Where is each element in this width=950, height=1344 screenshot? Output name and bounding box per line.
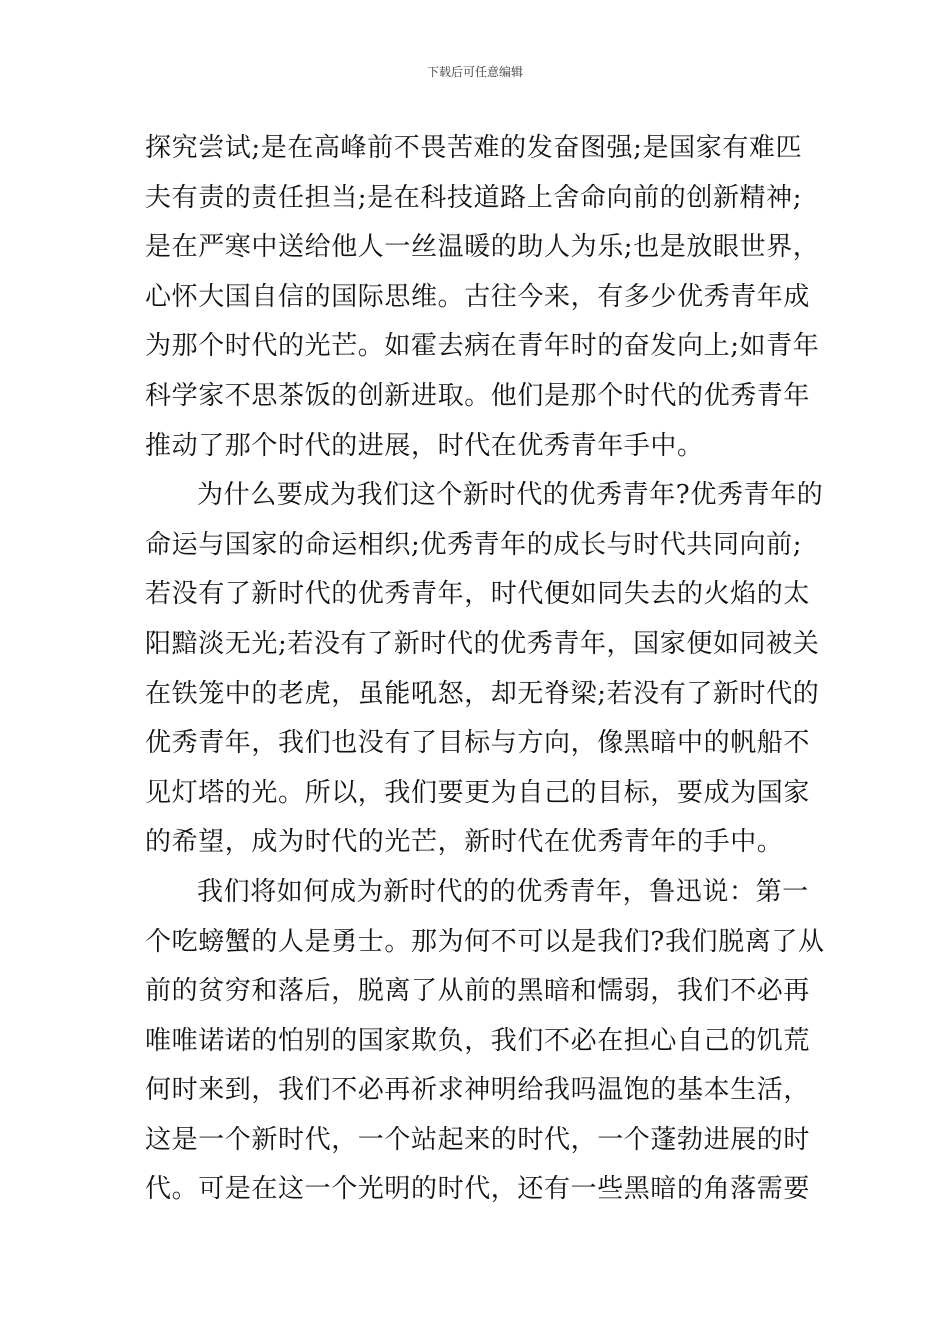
text-line: 唯唯诺诺的怕别的国家欺负，我们不必在担心自己的饥荒 bbox=[145, 1025, 811, 1056]
text-line: 代。可是在这一个光明的时代，还有一些黑暗的角落需要 bbox=[145, 1174, 811, 1205]
text-line: 科学家不思茶饭的创新进取。他们是那个时代的优秀青年 bbox=[145, 380, 811, 411]
text-line: 这是一个新时代，一个站起来的时代，一个蓬勃进展的时 bbox=[145, 1124, 811, 1155]
text-line: 在铁笼中的老虎，虽能吼怒，却无脊梁;若没有了新时代的 bbox=[145, 678, 820, 709]
text-line: 命运与国家的命运相织;优秀青年的成长与时代共同向前; bbox=[145, 529, 803, 560]
text-line: 优秀青年，我们也没有了目标与方向，像黑暗中的帆船不 bbox=[145, 728, 811, 759]
paragraph-1 bbox=[145, 124, 820, 471]
text-line: 个吃螃蟹的人是勇士。那为何不可以是我们?我们脱离了从 bbox=[145, 926, 825, 957]
document-body bbox=[145, 124, 825, 1215]
text-line: 是在严寒中送给他人一丝温暖的助人为乐;也是放眼世界， bbox=[145, 232, 820, 263]
text-line: 阳黯淡无光;若没有了新时代的优秀青年，国家便如同被关 bbox=[145, 628, 820, 659]
text-line: 若没有了新时代的优秀青年，时代便如同失去的火焰的太 bbox=[145, 579, 811, 610]
text-line: 为那个时代的光芒。如霍去病在青年时的奋发向上;如青年 bbox=[145, 331, 820, 362]
text-line: 我们将如何成为新时代的的优秀青年，鲁迅说：第一 bbox=[197, 876, 809, 907]
text-line: 推动了那个时代的进展，时代在优秀青年手中。 bbox=[145, 430, 704, 461]
page-header: 下载后可任意编辑 bbox=[426, 65, 523, 79]
text-line: 夫有责的责任担当;是在科技道路上舍命向前的创新精神; bbox=[145, 182, 803, 213]
text-line: 见灯塔的光。所以，我们要更为自己的目标，要成为国家 bbox=[145, 777, 811, 808]
text-line: 探究尝试;是在高峰前不畏苦难的发奋图强;是国家有难匹 bbox=[145, 133, 803, 163]
text-line: 前的贫穷和落后，脱离了从前的黑暗和懦弱，我们不必再 bbox=[145, 976, 811, 1007]
paragraph-2 bbox=[145, 471, 824, 868]
text-line: 何时来到，我们不必再祈求神明给我吗温饱的基本生活， bbox=[145, 1075, 811, 1106]
paragraph-3 bbox=[145, 868, 825, 1215]
text-line: 心怀大国自信的国际思维。古往今来，有多少优秀青年成 bbox=[145, 281, 811, 312]
text-line: 的希望，成为时代的光芒，新时代在优秀青年的手中。 bbox=[145, 827, 784, 858]
text-line: 为什么要成为我们这个新时代的优秀青年?优秀青年的 bbox=[197, 480, 824, 511]
